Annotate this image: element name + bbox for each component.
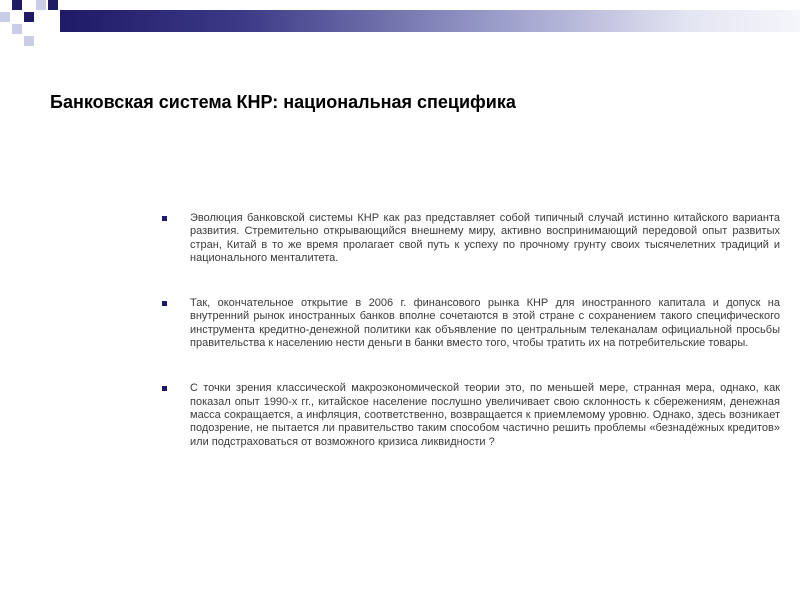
decor-square [24, 12, 34, 22]
header-gradient-bar [60, 10, 800, 32]
decor-square [24, 36, 34, 46]
bullet-text: Эволюция банковской системы КНР как раз представляет собой типичный случай истинно китайского варианта развития. Стремительно открывающийся внешнему миру, активно воспринимающий передовой опыт развитых стран, Китай в то же время пролагает свой путь к успеху по прочному грунту своих тысячелетних традиций и национального менталитета. [190, 212, 780, 264]
bullet-text: Так, окончательное открытие в 2006 г. финансового рынка КНР для иностранного капитала и допуск на внутренний рынок иностранных банков вполне сочетаются в этой стране с сохранением такого специфического инструмента кредитно-денежной политики как объявление по центральным телеканалам официальной просьбы правительства к населению нести деньги в банки вместо того, чтобы тратить их на потребительские товары. [190, 297, 780, 350]
slide-title: Банковская система КНР: национальная специфика [50, 92, 516, 112]
decor-square [0, 12, 10, 22]
decor-square [36, 0, 46, 10]
decor-square [48, 0, 58, 10]
bullet-item [160, 297, 780, 350]
bullet-item [160, 382, 780, 448]
decor-square [12, 0, 22, 10]
bullet-square-icon [162, 216, 167, 221]
bullet-text: С точки зрения классической макроэкономической теории это, по меньшей мере, странная мера, однако, как показал опыт 1990-х гг., китайское население послушно увеличивает свою склонность к сбережениям, денежная масса сокращается, а инфляция, соответственно, возвращается к приемлемому уровню. Однако, здесь возникает подозрение, не пытается ли правительство таким способом частично решить проблемы «безнадёжных кредитов» или подстраховаться от возможного кризиса ликвидности ? [190, 382, 780, 448]
bullet-square-icon [162, 301, 167, 306]
decor-square [12, 24, 22, 34]
bullet-list [160, 212, 780, 449]
bullet-square-icon [162, 386, 167, 391]
bullet-item [160, 212, 780, 265]
